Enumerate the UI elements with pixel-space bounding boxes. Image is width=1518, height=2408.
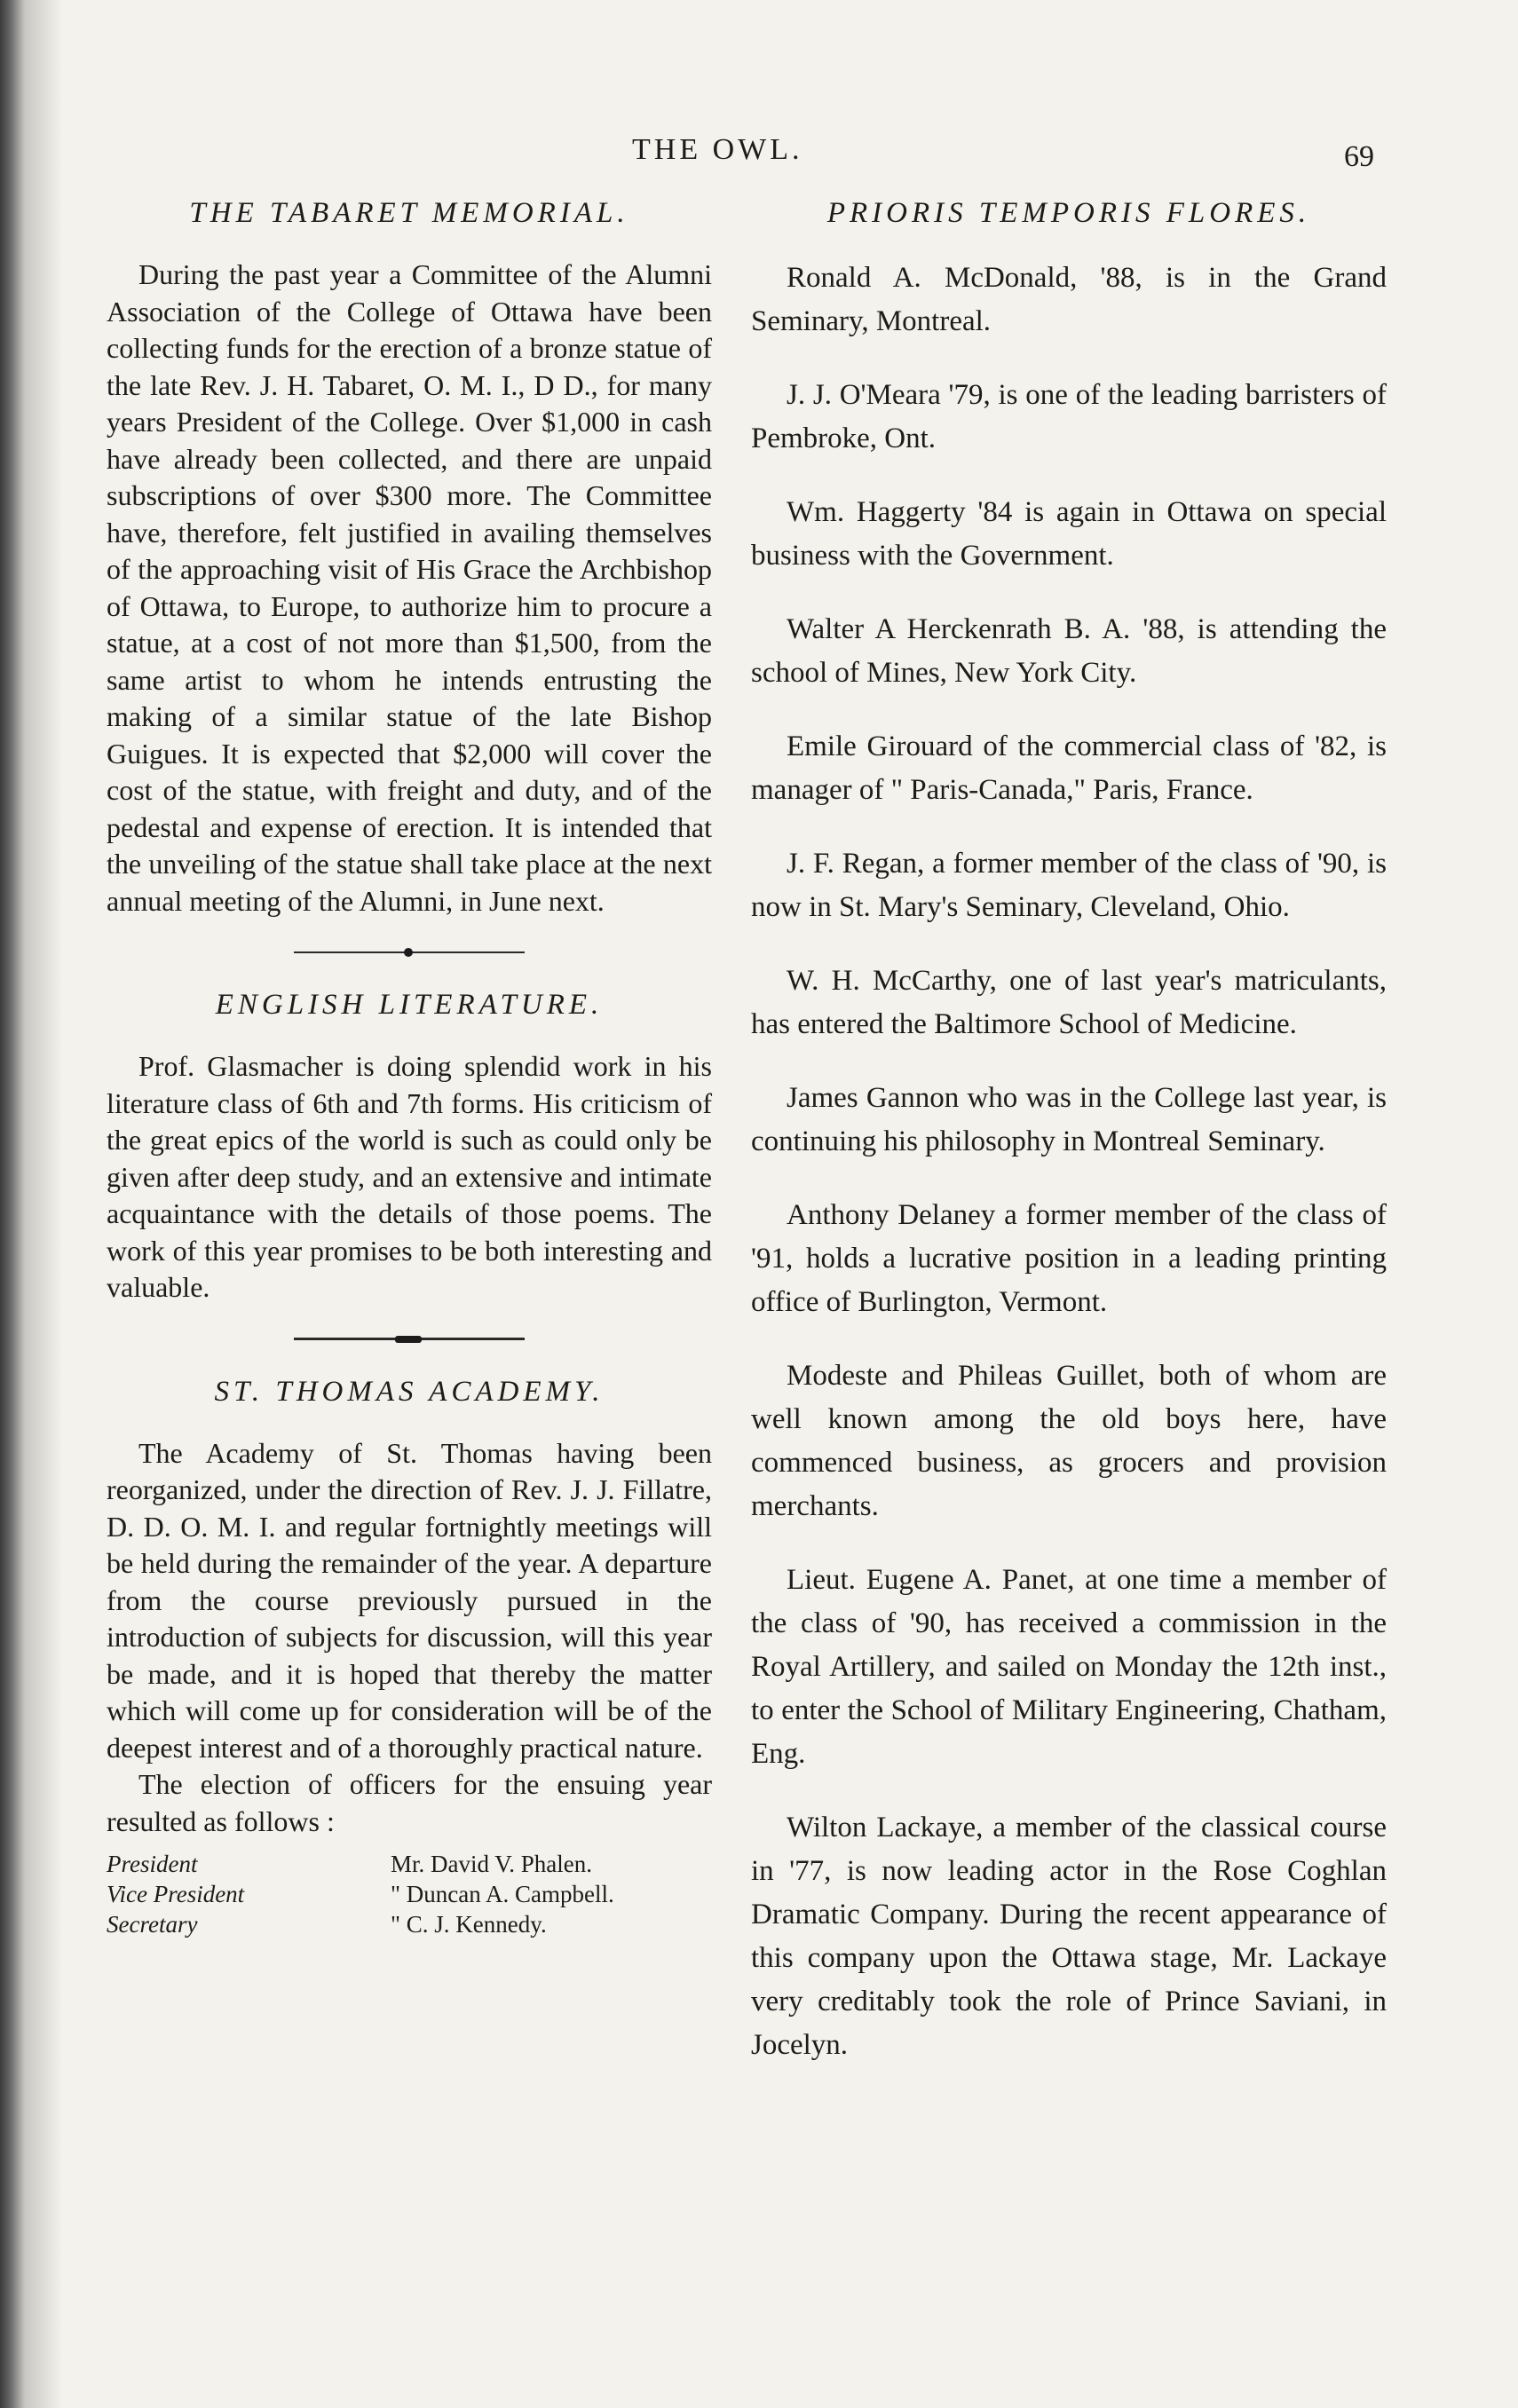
st-thomas-academy-title: ST. THOMAS ACADEMY. — [214, 1375, 605, 1408]
alumni-notice: Wm. Haggerty '84 is again in Ottawa on special business with the Government. — [751, 496, 1387, 572]
prioris-temporis-flores-title: PRIORIS TEMPORIS FLORES. — [826, 197, 1311, 229]
left-column — [107, 197, 712, 1961]
officer-role: Vice President — [107, 1881, 245, 1907]
alumni-notice: J. F. Regan, a former member of the class of '90, is now in St. Mary's Seminary, Cleveland, Ohio. — [751, 848, 1387, 923]
alumni-notice: Modeste and Phileas Guillet, both of whom are well known among the old boys here, have commenced business, as grocers and provision merchants. — [751, 1360, 1387, 1522]
section-divider — [294, 946, 525, 959]
page-header — [0, 133, 1518, 186]
alumni-notice: Ronald A. McDonald, '88, is in the Grand Seminary, Montreal. — [751, 262, 1387, 337]
st-thomas-academy-election: The election of officers for the ensuing year resulted as follows : — [107, 1768, 712, 1837]
tabaret-memorial-title: THE TABARET MEMORIAL. — [189, 197, 629, 229]
officer-role: President — [107, 1851, 198, 1877]
officer-name: Mr. David V. Phalen. — [391, 1851, 593, 1877]
officer-row — [107, 1851, 712, 1881]
alumni-notice: Anthony Delaney a former member of the class of '91, holds a lucrative position in a leading printing office of Burlington, Vermont. — [751, 1199, 1387, 1318]
alumni-notice: Wilton Lackaye, a member of the classical course in '77, is now leading actor in the Rose Coghlan Dramatic Company. During the recent appearance of this company upon the Ottawa stage, Mr. Lackaye very creditably took the role of Prince Saviani, in Jocelyn. — [751, 1812, 1387, 2061]
page-number: 69 — [1344, 140, 1374, 173]
officer-row — [107, 1911, 712, 1941]
english-literature-title: ENGLISH LITERATURE. — [215, 989, 604, 1021]
english-literature-body: Prof. Glasmacher is doing splendid work in his literature class of 6th and 7th forms. His criticism of the great epics of the world is such as could only be given after deep study, and an extensive and intimate acquaintance with the details of those poems. The work of this year promises to be both interesting and valuable. — [107, 1050, 712, 1303]
alumni-notice: Walter A Herckenrath B. A. '88, is attending the school of Mines, New York City. — [751, 613, 1387, 689]
alumni-notice: Lieut. Eugene A. Panet, at one time a member of the class of '90, has received a commission in the Royal Artillery, and sailed on Monday the 12th inst., to enter the School of Military Engineering, Chatham, Eng. — [751, 1564, 1387, 1770]
officer-name: " Duncan A. Campbell. — [391, 1881, 614, 1907]
officer-name: " C. J. Kennedy. — [391, 1911, 547, 1938]
st-thomas-academy-body: The Academy of St. Thomas having been reorganized, under the direction of Rev. J. J. Fillatre, D. D. O. M. I. and regular fortnightly meetings will be held during the remainder of the year. A departure from the course previously pursued in the introduction of subjects for discussion, will this year be made, and it is hoped that thereby the matter which will come up for consideration will be of the deepest interest and of a thoroughly practical nature. — [107, 1436, 712, 1764]
officer-role: Secretary — [107, 1911, 198, 1938]
right-column — [751, 197, 1387, 2097]
page-binding-shadow — [0, 0, 62, 2408]
section-divider — [294, 1333, 525, 1346]
alumni-notice: James Gannon who was in the College last year, is continuing his philosophy in Montreal Seminary. — [751, 1082, 1387, 1157]
officer-row — [107, 1881, 712, 1911]
alumni-notice: J. J. O'Meara '79, is one of the leading barristers of Pembroke, Ont. — [751, 379, 1387, 454]
tabaret-memorial-body: During the past year a Committee of the Alumni Association of the College of Ottawa have been collecting funds for the erection of a bronze statue of the late Rev. J. H. Tabaret, O. M. I., D D., for many years President of the College. Over $1,000 in cash have already been collected, and there are unpaid subscriptions of over $300 more. The Committee have, therefore, felt justified in availing themselves of the approaching visit of His Grace the Archbishop of Ottawa, to Europe, to authorize him to procure a statue, at a cost of not more than $1,500, from the same artist to whom he intends entrusting the making of a similar statue of the late Bishop Guigues. It is expected that $2,000 will cover the cost of the statue, with freight and duty, and of the pedestal and expense of erection. It is intended that the unveiling of the statue shall take place at the next annual meeting of the Alumni, in June next. — [107, 258, 712, 917]
running-title: THE OWL. — [632, 133, 803, 166]
officers-list — [107, 1845, 712, 1961]
alumni-notice: Emile Girouard of the commercial class of '82, is manager of " Paris-Canada," Paris, France. — [751, 730, 1387, 806]
alumni-notice: W. H. McCarthy, one of last year's matriculants, has entered the Baltimore School of Medicine. — [751, 965, 1387, 1040]
